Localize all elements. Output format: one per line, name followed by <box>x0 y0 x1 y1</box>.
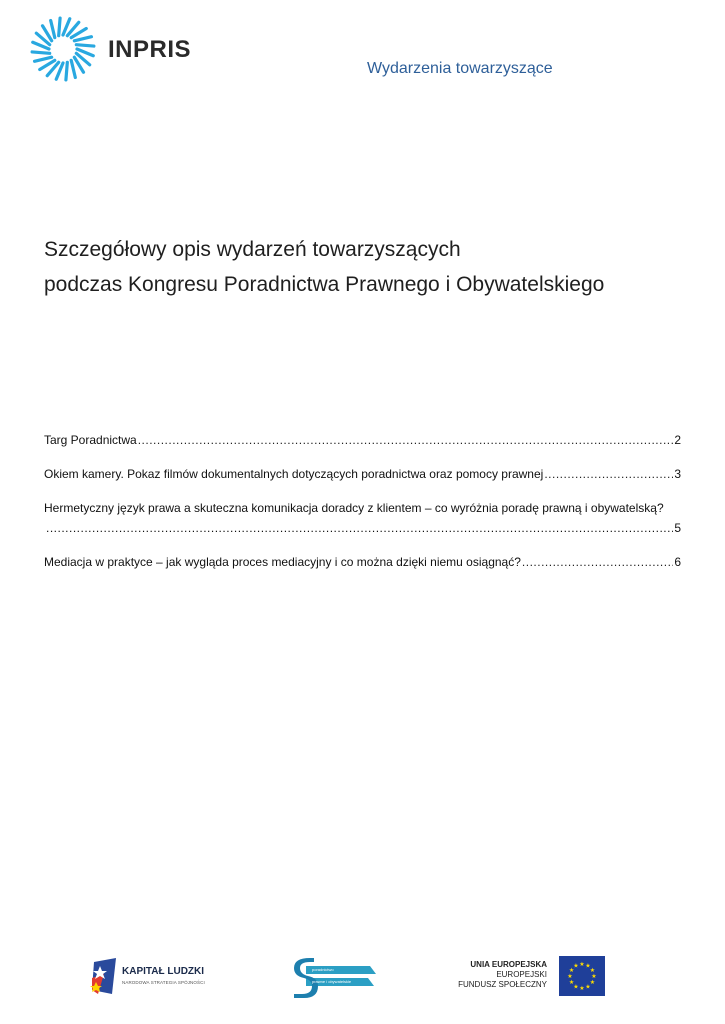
toc-entry-hermetyczny-jezyk[interactable] <box>44 501 681 535</box>
eu-logo <box>455 956 615 998</box>
footer-logos <box>0 950 725 1010</box>
poradnictwo-logo <box>290 954 380 1000</box>
toc-entry-title: Targ Poradnictwa <box>44 433 137 447</box>
sunburst-ring-logo-icon <box>30 14 100 84</box>
kapital-ludzki-logo <box>90 956 240 998</box>
toc-entry-mediacja[interactable] <box>44 555 681 569</box>
eu-star-icon: ★ <box>585 962 591 970</box>
toc-leader-dots <box>522 555 673 569</box>
kapital-ludzki-emblem-icon <box>90 956 118 996</box>
eu-star-icon: ★ <box>573 983 579 991</box>
sunburst-ray <box>59 18 60 36</box>
eu-line-1: UNIA EUROPEJSKA <box>470 960 547 969</box>
eu-star-icon: ★ <box>579 985 585 992</box>
toc-entry-okiem-kamery[interactable] <box>44 467 681 481</box>
sunburst-ray <box>71 60 75 77</box>
kapital-ludzki-name: KAPITAŁ LUDZKI <box>122 966 205 977</box>
toc-leader-dots <box>46 521 673 535</box>
title-line-1: Szczegółowy opis wydarzeń towarzyszących <box>44 238 461 261</box>
eu-line-3: FUNDUSZ SPOŁECZNY <box>458 980 547 989</box>
sunburst-ray <box>66 62 67 80</box>
toc-leader-dots <box>544 467 673 481</box>
eu-star-icon: ★ <box>568 979 575 986</box>
eu-star-icon: ★ <box>585 983 591 991</box>
toc-leader-dots <box>138 433 674 447</box>
toc-entry-targ[interactable] <box>44 433 681 447</box>
kapital-ludzki-subtitle: NARODOWA STRATEGIA SPÓJNOŚCI <box>122 980 205 985</box>
toc-entry-page: 5 <box>674 521 681 535</box>
table-of-contents <box>44 433 681 569</box>
eu-star-icon: ★ <box>589 967 596 974</box>
eu-star-icon: ★ <box>589 979 596 986</box>
section-label: Wydarzenia towarzyszące <box>367 60 553 77</box>
poradnictwo-line-1: poradnictwo <box>312 967 334 972</box>
sunburst-ray <box>51 21 55 38</box>
toc-entry-page: 6 <box>674 555 681 569</box>
poradnictwo-emblem-icon <box>290 954 380 1000</box>
toc-entry-title: Hermetyczny język prawa a skuteczna komunikacja doradcy z klientem – co wyróżnia poradę prawną i obywatelską? <box>44 501 664 515</box>
toc-entry-page: 2 <box>674 433 681 447</box>
logo-text: INPRIS <box>108 36 192 63</box>
poradnictwo-line-2: prawne i obywatelskie <box>312 979 352 984</box>
toc-entry-title: Okiem kamery. Pokaz filmów dokumentalnych dotyczących poradnictwa oraz pomocy prawnej <box>44 467 544 481</box>
toc-entry-title: Mediacja w praktyce – jak wygląda proces mediacyjny i co można dzięki niemu osiągnąć? <box>44 555 521 569</box>
inpris-logo <box>30 14 200 84</box>
title-line-2: podczas Kongresu Poradnictwa Prawnego i Obywatelskiego <box>44 273 605 296</box>
eu-line-2: EUROPEJSKI <box>496 970 547 979</box>
eu-text <box>458 959 547 990</box>
eu-star-icon: ★ <box>573 962 579 970</box>
sunburst-ray <box>35 57 52 61</box>
eu-flag-icon <box>559 956 605 996</box>
sunburst-ray <box>74 37 91 41</box>
sunburst-ray <box>76 45 94 46</box>
toc-entry-page: 3 <box>674 467 681 481</box>
eu-star-icon: ★ <box>579 961 585 968</box>
document-title <box>44 232 704 302</box>
eu-star-icon: ★ <box>591 973 597 980</box>
eu-star-icon: ★ <box>567 973 573 980</box>
eu-star-icon: ★ <box>568 967 575 974</box>
sunburst-ray <box>32 52 50 53</box>
